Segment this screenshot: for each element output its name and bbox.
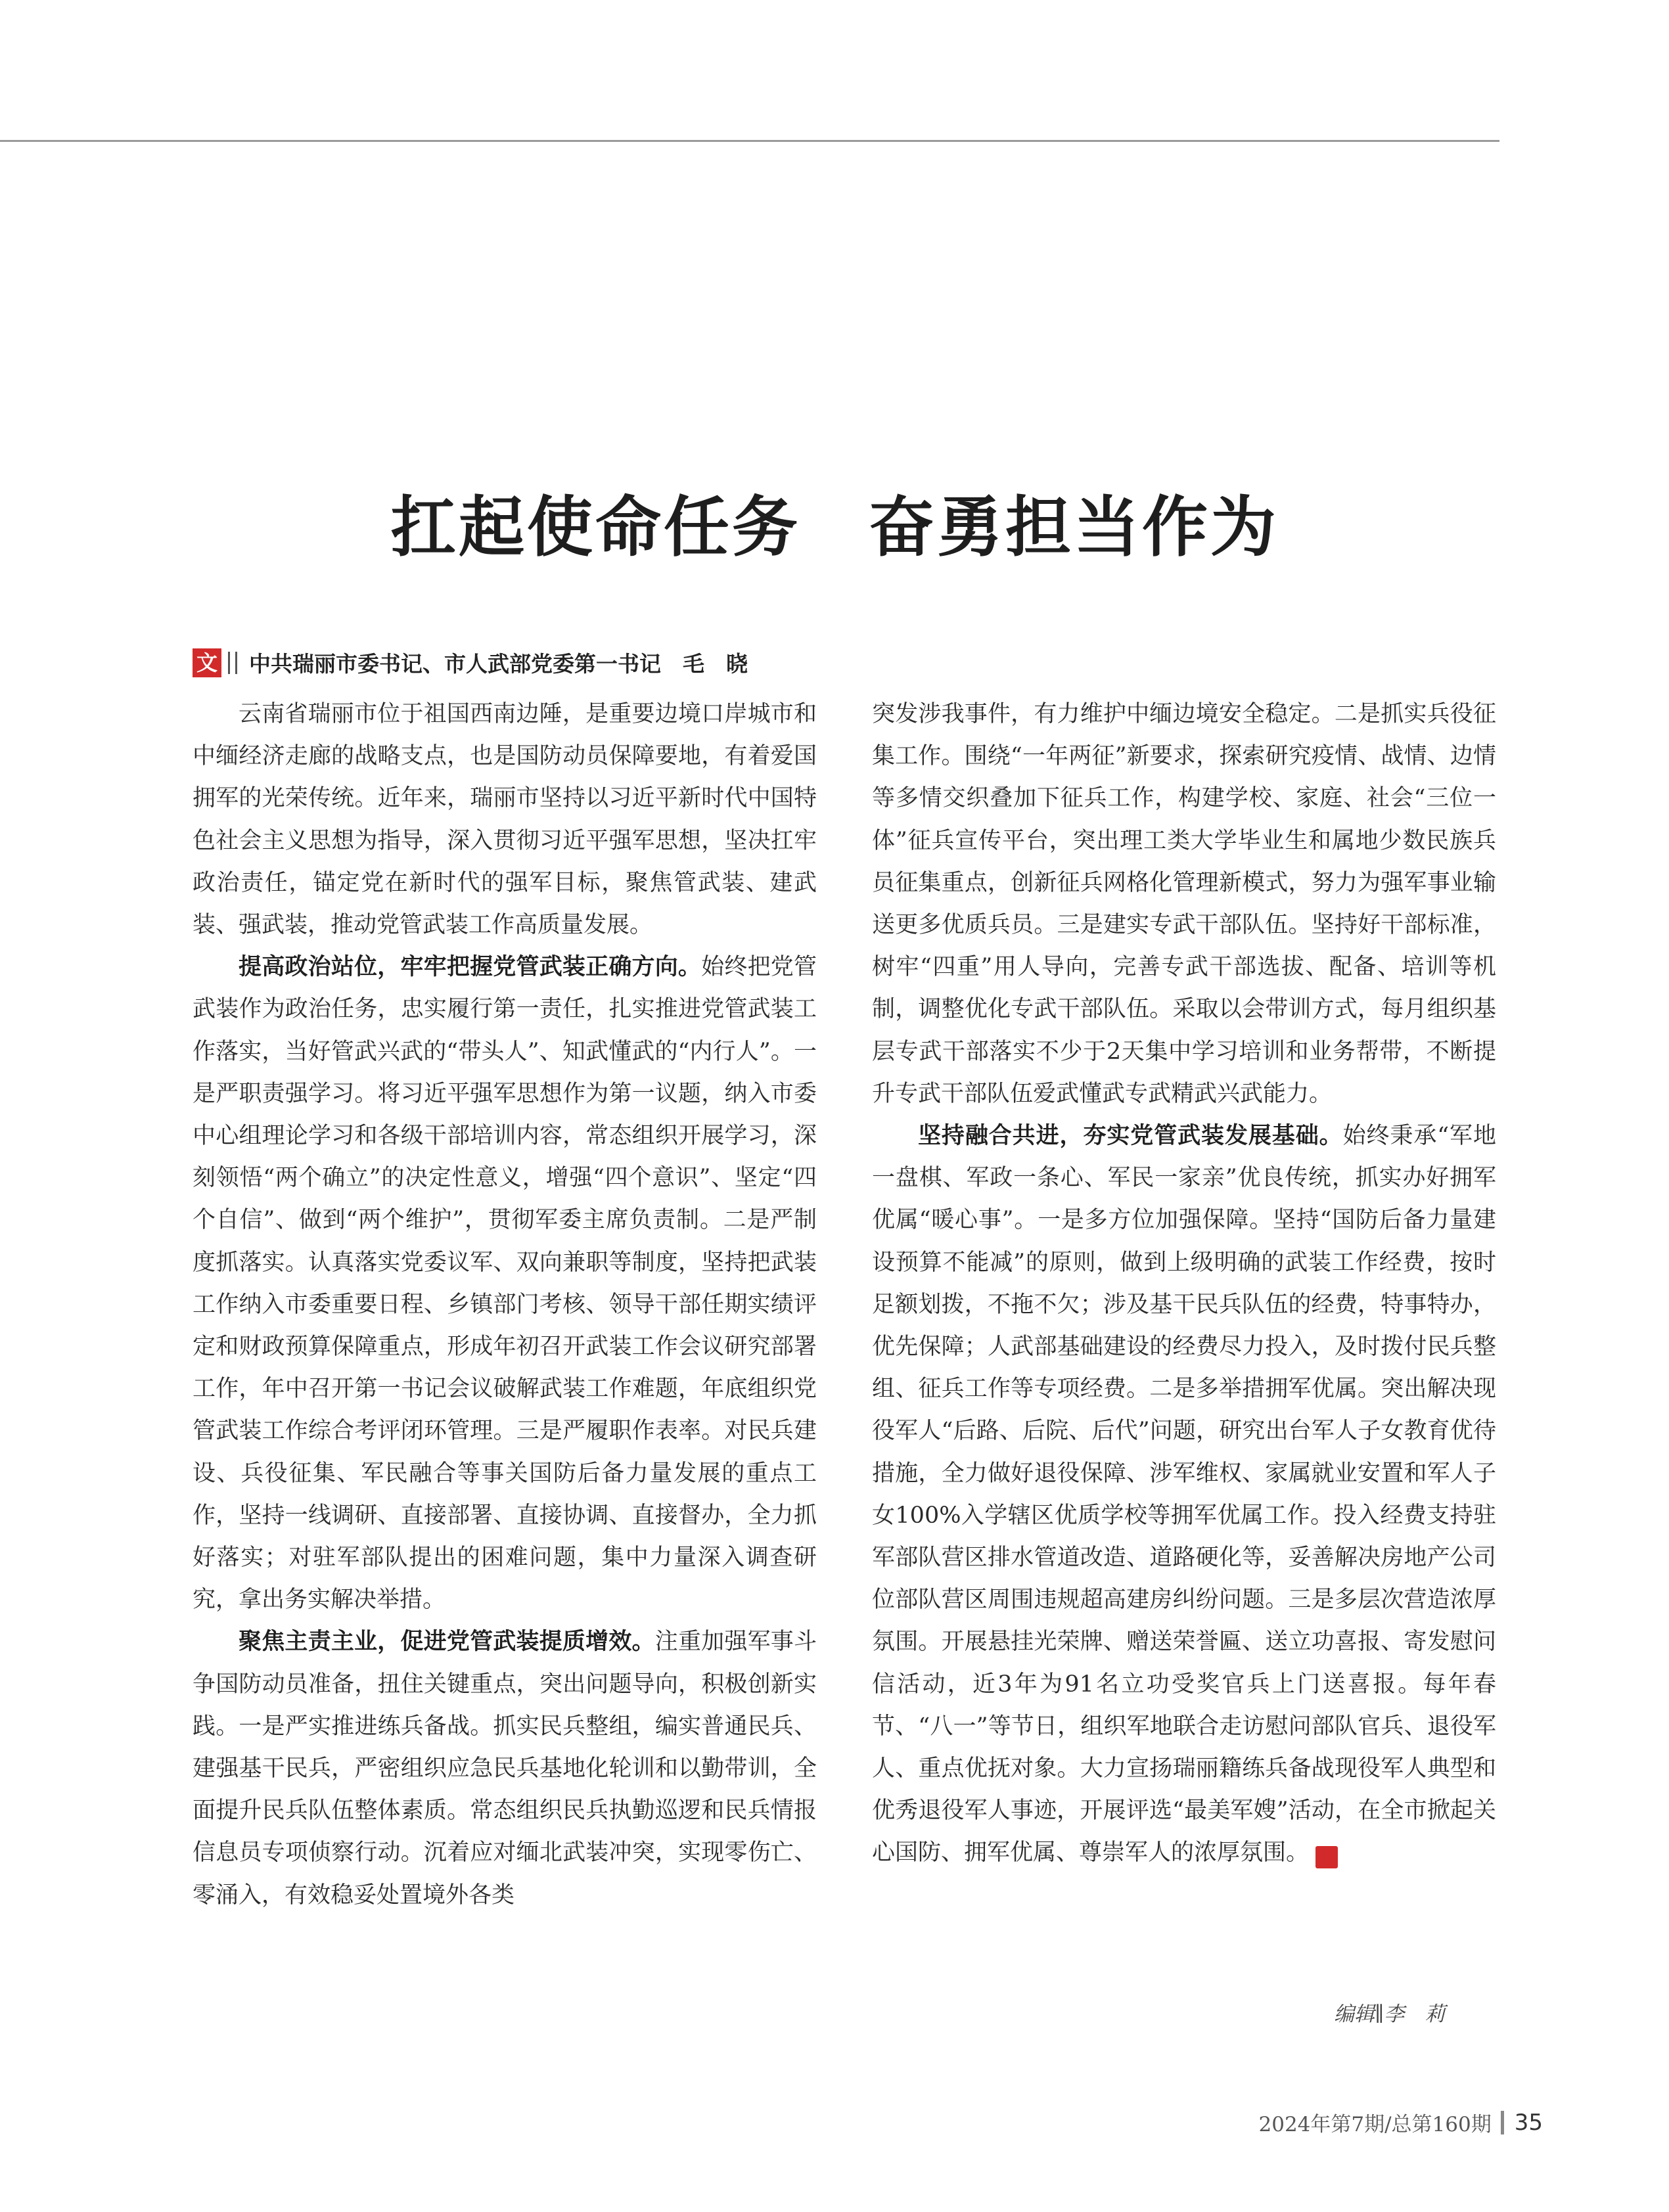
right-column bbox=[872, 693, 1496, 1874]
section-2-continuation: 突发涉我事件，有力维护中缅边境安全稳定。二是抓实兵役征集工作。围绕“一年两征”新要求，探索研究疫情、战情、边情等多情交织叠加下征兵工作，构建学校、家庭、社会“三位一体”征兵宣传平台，突出理工类大学毕业生和属地少数民族兵员征集重点，创新征兵网格化管理新模式，努力为强军事业输送更多优质兵员。三是建实专武干部队伍。坚持好干部标准，树牢“四重”用人导向，完善专武干部选拔、配备、培训等机制，调整优化专武干部队伍。采取以会带训方式，每月组织基层专武干部落实不少于2天集中学习培训和业务帮带，不断提升专武干部队伍爱武懂武专武精武兴武能力。 bbox=[872, 701, 1496, 1107]
footer-divider bbox=[1501, 2111, 1504, 2134]
page-number: 35 bbox=[1514, 2109, 1543, 2136]
page-footer bbox=[1259, 2108, 1543, 2137]
intro-paragraph: 云南省瑞丽市位于祖国西南边陲，是重要边境口岸城市和中缅经济走廊的战略支点，也是国防动员保障要地，有着爱国拥军的光荣传统。近年来，瑞丽市坚持以习近平新时代中国特色社会主义思想为指导，深入贯彻习近平强军思想，坚决扛牢政治责任，锚定党在新时代的强军目标，聚焦管武装、建武装、强武装，推动党管武装工作高质量发展。 bbox=[193, 701, 817, 939]
byline bbox=[193, 647, 748, 678]
section-2-paragraph bbox=[193, 1621, 817, 1916]
byline-divider bbox=[228, 652, 237, 674]
section-2-body: 注重加强军事斗争国防动员准备，扭住关键重点，突出问题导向，积极创新实践。一是严实推进练兵备战。抓实民兵整组，编实普通民兵、建强基干民兵，严密组织应急民兵基地化轮训和以勤带训，全面提升民兵队伍整体素质。常态组织民兵执勤巡逻和民兵情报信息员专项侦察行动。沉着应对缅北武装冲突，实现零伤亡、零涌入，有效稳妥处置境外各类 bbox=[193, 1629, 817, 1908]
end-mark-icon: G bbox=[1315, 1846, 1338, 1868]
editor-credit: 编辑∥李 莉 bbox=[1334, 2002, 1446, 2026]
section-3-paragraph bbox=[872, 1115, 1496, 1874]
issue-info: 2024年第7期/总第160期 bbox=[1258, 2113, 1492, 2136]
section-3-body: 始终秉承“军地一盘棋、军政一条心、军民一家亲”优良传统，抓实办好拥军优属“暖心事”。一是多方位加强保障。坚持“国防后备力量建设预算不能减”的原则，做到上级明确的武装工作经费，按时足额划拨，不拖不欠；涉及基干民兵队伍的经费，特事特办，优先保障；人武部基础建设的经费尽力投入，及时拨付民兵整组、征兵工作等专项经费。二是多举措拥军优属。突出解决现役军人“后路、后院、后代”问题，研究出台军人子女教育优待措施，全力做好退役保障、涉军维权、家属就业安置和军人子女100%入学辖区优质学校等拥军优属工作。投入经费支持驻军部队营区排水管道改造、道路硬化等，妥善解决房地产公司位部队营区周围违规超高建房纠纷问题。三是多层次营造浓厚氛围。开展悬挂光荣牌、赠送荣誉匾、送立功喜报、寄发慰问信活动，近3年为91名立功受奖官兵上门送喜报。每年春节、“八一”等节日，组织军地联合走访慰问部队官兵、退役军人、重点优抚对象。大力宣扬瑞丽籍练兵备战现役军人典型和优秀退役军人事迹，开展评选“最美军嫂”活动，在全市掀起关心国防、拥军优属、尊崇军人的浓厚氛围。 bbox=[872, 1123, 1496, 1866]
byline-author: 中共瑞丽市委书记、市人武部党委第一书记 毛 晓 bbox=[249, 651, 748, 677]
wen-badge-icon: 文 bbox=[193, 648, 221, 677]
section-1-paragraph bbox=[193, 946, 817, 1621]
left-column bbox=[193, 693, 817, 1916]
section-1-heading: 提高政治站位，牢牢把握党管武装正确方向。 bbox=[239, 954, 702, 981]
section-2-heading: 聚焦主责主业，促进党管武装提质增效。 bbox=[239, 1629, 655, 1656]
section-1-body: 始终把党管武装作为政治任务，忠实履行第一责任，扎实推进党管武装工作落实，当好管武兴武的“带头人”、知武懂武的“内行人”。一是严职责强学习。将习近平强军思想作为第一议题，纳入市委中心组理论学习和各级干部培训内容，常态组织开展学习，深刻领悟“两个确立”的决定性意义，增强“四个意识”、坚定“四个自信”、做到“两个维护”，贯彻军委主席负责制。二是严制度抓落实。认真落实党委议军、双向兼职等制度，坚持把武装工作纳入市委重要日程、乡镇部门考核、领导干部任期实绩评定和财政预算保障重点，形成年初召开武装工作会议研究部署工作，年中召开第一书记会议破解武装工作难题，年底组织党管武装工作综合考评闭环管理。三是严履职作表率。对民兵建设、兵役征集、军民融合等事关国防后备力量发展的重点工作，坚持一线调研、直接部署、直接协调、直接督办，全力抓好落实；对驻军部队提出的困难问题，集中力量深入调查研究，拿出务实解决举措。 bbox=[193, 954, 817, 1614]
article-title: 扛起使命任务 奋勇担当作为 bbox=[390, 489, 1279, 566]
section-3-heading: 坚持融合共进，夯实党管武装发展基础。 bbox=[918, 1123, 1343, 1150]
header-rule bbox=[0, 140, 1499, 142]
